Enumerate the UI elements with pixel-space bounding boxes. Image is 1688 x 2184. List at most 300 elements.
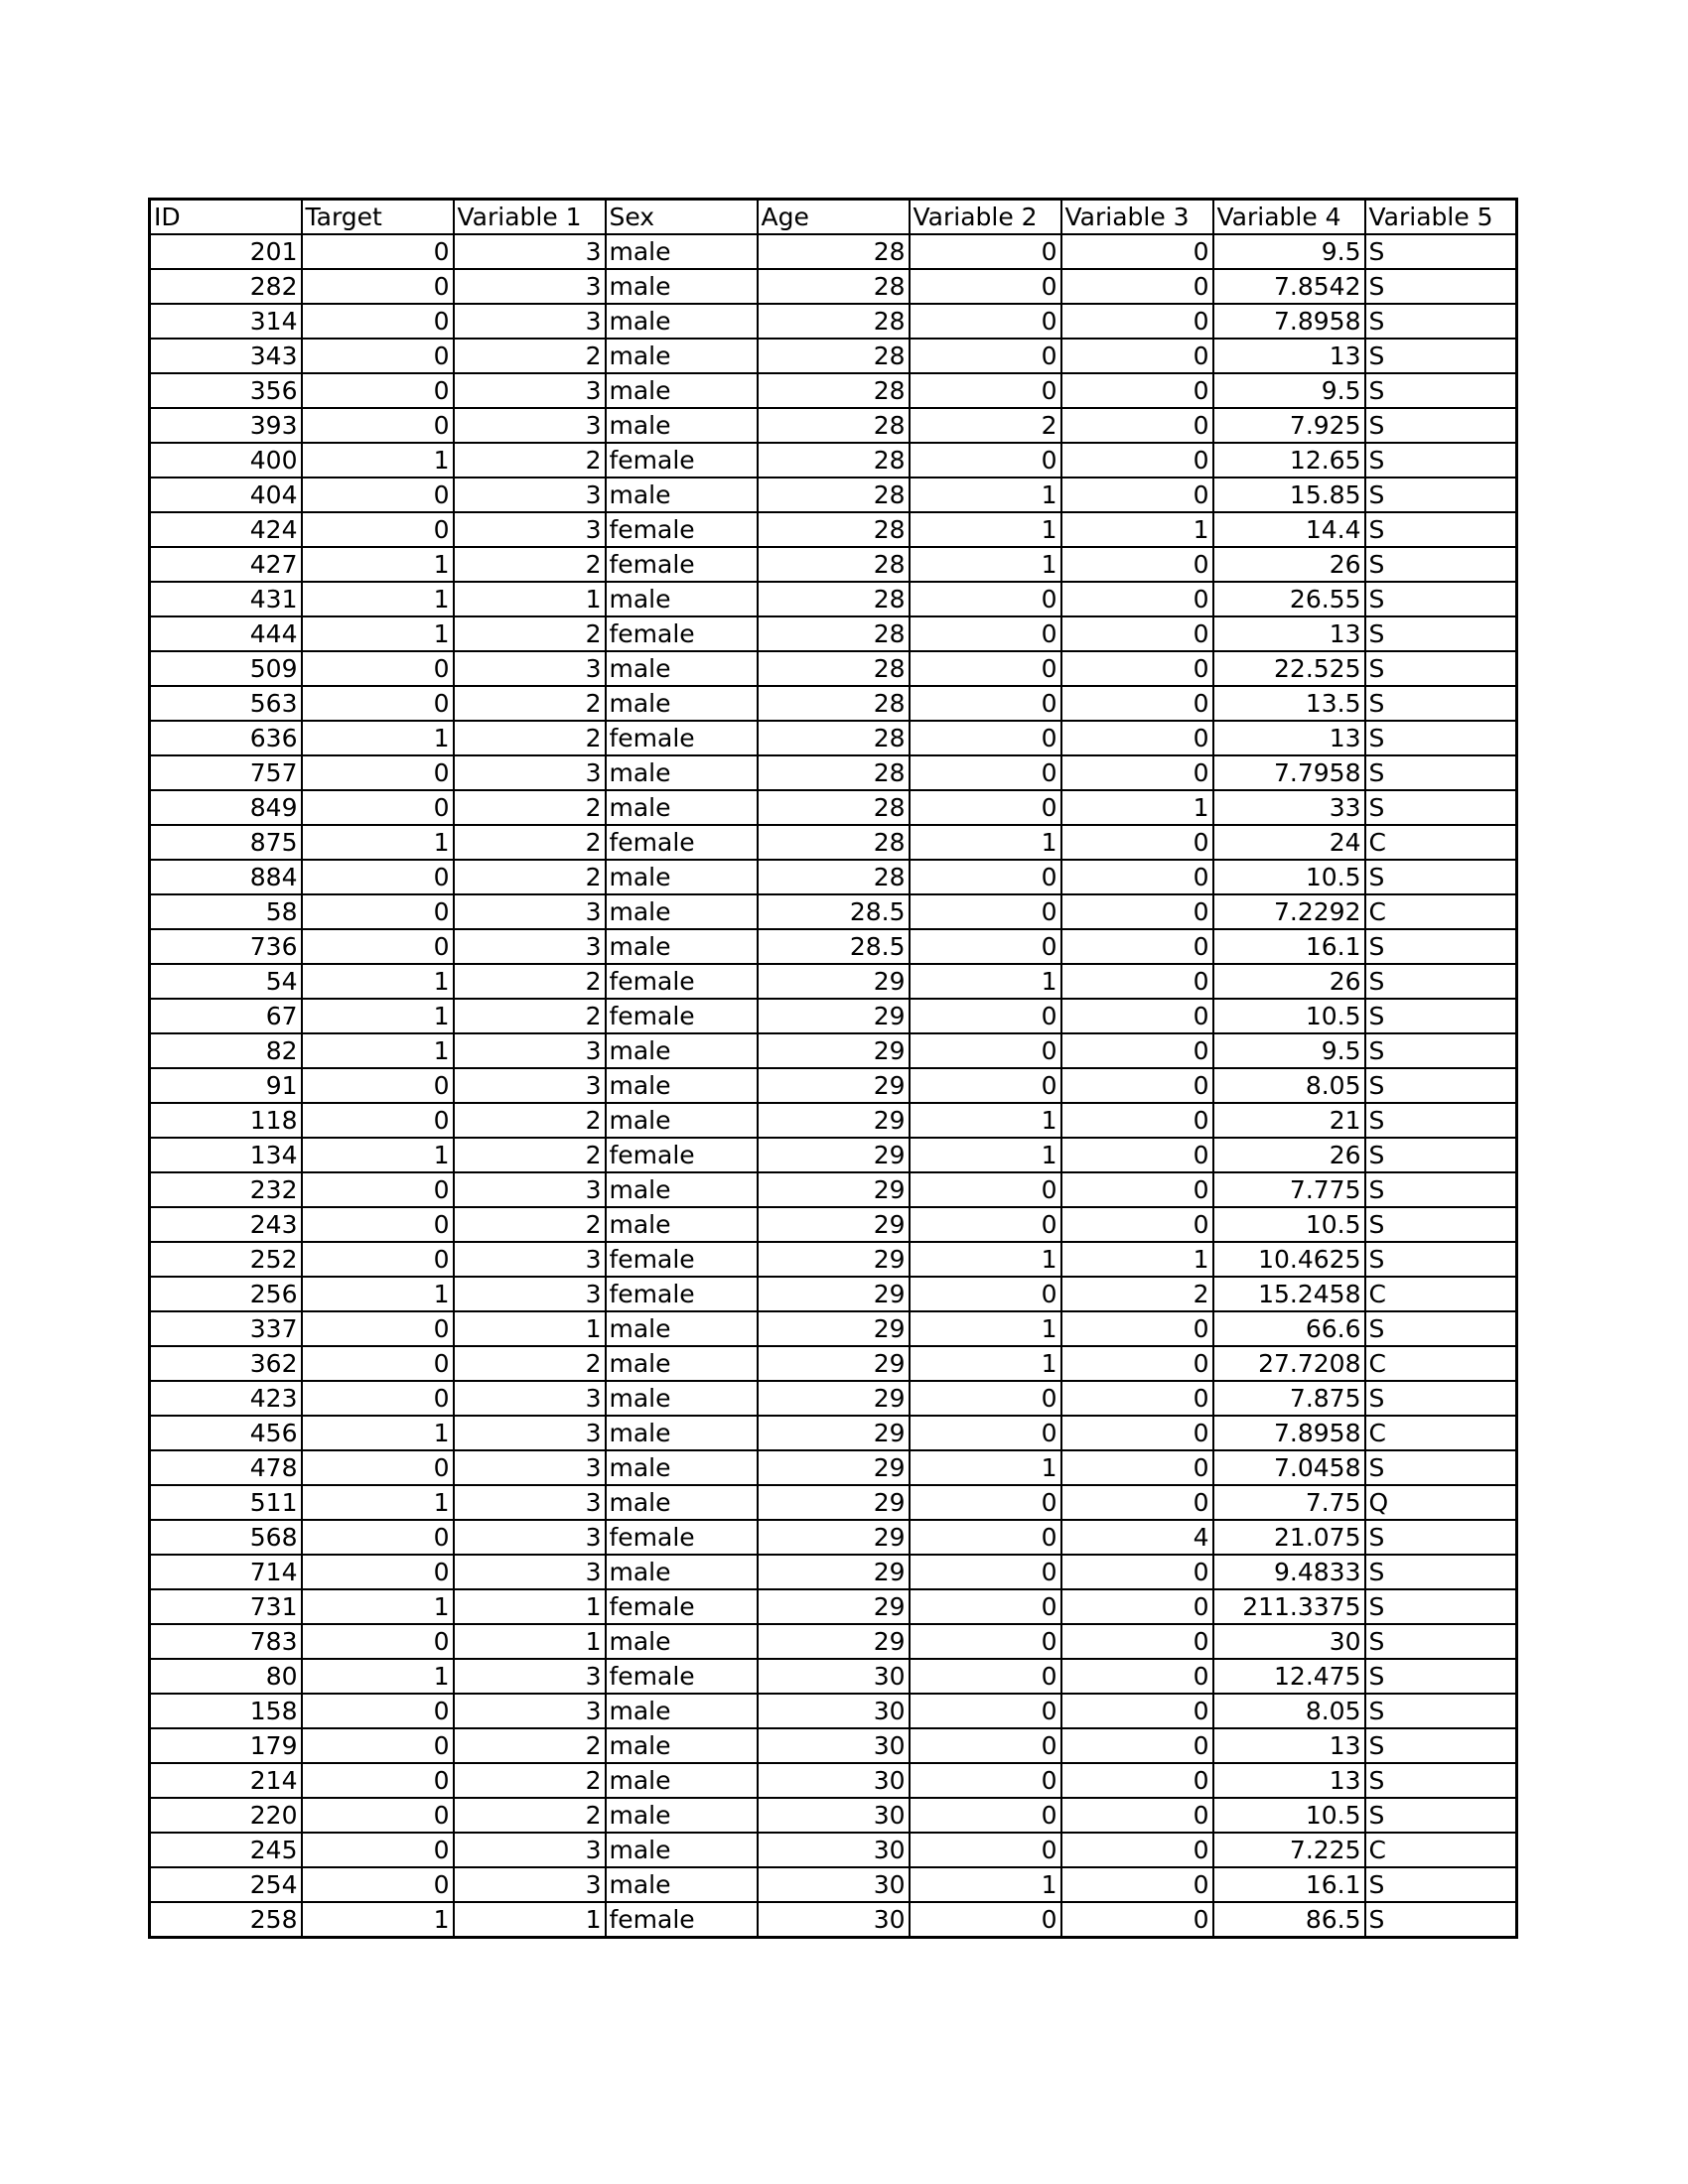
cell-age: 28	[758, 269, 910, 304]
cell-sex: male	[606, 478, 758, 512]
cell-variable-2: 0	[910, 1068, 1061, 1103]
table-row	[150, 1416, 1517, 1450]
cell-target: 0	[302, 234, 454, 269]
cell-age: 30	[758, 1659, 910, 1694]
cell-variable-4: 8.05	[1213, 1068, 1365, 1103]
cell-variable-2: 0	[910, 339, 1061, 373]
cell-variable-5: S	[1365, 860, 1517, 894]
cell-variable-5: S	[1365, 373, 1517, 408]
cell-variable-3: 0	[1061, 721, 1213, 755]
cell-target: 0	[302, 1242, 454, 1277]
cell-variable-3: 0	[1061, 825, 1213, 860]
cell-id: 849	[150, 790, 302, 825]
cell-id: 875	[150, 825, 302, 860]
cell-variable-4: 15.85	[1213, 478, 1365, 512]
cell-variable-3: 0	[1061, 1763, 1213, 1798]
cell-sex: male	[606, 1833, 758, 1867]
cell-target: 0	[302, 1172, 454, 1207]
cell-age: 29	[758, 1346, 910, 1381]
cell-variable-3: 0	[1061, 547, 1213, 582]
cell-id: 314	[150, 304, 302, 339]
cell-variable-2: 0	[910, 721, 1061, 755]
cell-variable-5: S	[1365, 1450, 1517, 1485]
cell-variable-4: 13.5	[1213, 686, 1365, 721]
cell-id: 134	[150, 1138, 302, 1172]
cell-age: 30	[758, 1694, 910, 1728]
cell-variable-3: 0	[1061, 1798, 1213, 1833]
cell-sex: male	[606, 582, 758, 616]
header-variable-5: Variable 5	[1365, 200, 1517, 235]
cell-variable-3: 0	[1061, 408, 1213, 443]
cell-variable-3: 0	[1061, 1728, 1213, 1763]
cell-sex: male	[606, 1172, 758, 1207]
cell-target: 0	[302, 1833, 454, 1867]
cell-sex: male	[606, 1867, 758, 1902]
cell-variable-5: S	[1365, 964, 1517, 999]
table-row	[150, 1033, 1517, 1068]
table-row	[150, 721, 1517, 755]
cell-target: 1	[302, 825, 454, 860]
cell-age: 29	[758, 1033, 910, 1068]
table-row	[150, 651, 1517, 686]
cell-age: 28	[758, 339, 910, 373]
cell-variable-3: 0	[1061, 1068, 1213, 1103]
table-row	[150, 408, 1517, 443]
table-row	[150, 1867, 1517, 1902]
cell-sex: male	[606, 408, 758, 443]
cell-variable-2: 0	[910, 860, 1061, 894]
cell-age: 29	[758, 1381, 910, 1416]
cell-sex: male	[606, 1555, 758, 1589]
cell-variable-4: 9.5	[1213, 1033, 1365, 1068]
cell-variable-1: 2	[454, 1138, 606, 1172]
cell-variable-5: S	[1365, 1763, 1517, 1798]
cell-sex: male	[606, 1798, 758, 1833]
cell-variable-1: 2	[454, 339, 606, 373]
cell-variable-5: S	[1365, 339, 1517, 373]
cell-variable-3: 0	[1061, 1172, 1213, 1207]
cell-variable-5: S	[1365, 999, 1517, 1033]
table-row	[150, 1450, 1517, 1485]
table-row	[150, 443, 1517, 478]
cell-variable-1: 3	[454, 651, 606, 686]
cell-variable-5: S	[1365, 443, 1517, 478]
cell-sex: female	[606, 1277, 758, 1311]
cell-variable-4: 13	[1213, 616, 1365, 651]
cell-target: 1	[302, 1033, 454, 1068]
cell-variable-2: 1	[910, 547, 1061, 582]
cell-variable-5: S	[1365, 1138, 1517, 1172]
cell-variable-4: 10.4625	[1213, 1242, 1365, 1277]
cell-age: 29	[758, 964, 910, 999]
cell-variable-3: 0	[1061, 1694, 1213, 1728]
cell-id: 232	[150, 1172, 302, 1207]
cell-variable-4: 66.6	[1213, 1311, 1365, 1346]
cell-age: 28.5	[758, 894, 910, 929]
cell-variable-5: S	[1365, 1520, 1517, 1555]
table-row	[150, 1833, 1517, 1867]
cell-variable-2: 1	[910, 1311, 1061, 1346]
table-row	[150, 1311, 1517, 1346]
cell-sex: male	[606, 234, 758, 269]
cell-variable-5: S	[1365, 1311, 1517, 1346]
cell-variable-3: 0	[1061, 1659, 1213, 1694]
cell-variable-2: 0	[910, 1798, 1061, 1833]
cell-id: 67	[150, 999, 302, 1033]
table-row	[150, 1798, 1517, 1833]
cell-variable-3: 0	[1061, 755, 1213, 790]
table-row	[150, 1902, 1517, 1938]
cell-age: 29	[758, 1103, 910, 1138]
cell-id: 179	[150, 1728, 302, 1763]
cell-variable-5: S	[1365, 1068, 1517, 1103]
cell-variable-4: 26	[1213, 1138, 1365, 1172]
cell-variable-3: 0	[1061, 1450, 1213, 1485]
header-row	[150, 200, 1517, 235]
cell-variable-1: 3	[454, 1068, 606, 1103]
cell-variable-1: 3	[454, 234, 606, 269]
cell-variable-4: 16.1	[1213, 929, 1365, 964]
cell-variable-2: 0	[910, 373, 1061, 408]
cell-variable-4: 33	[1213, 790, 1365, 825]
header-variable-4: Variable 4	[1213, 200, 1365, 235]
cell-variable-4: 10.5	[1213, 999, 1365, 1033]
cell-variable-5: S	[1365, 790, 1517, 825]
cell-target: 0	[302, 790, 454, 825]
cell-variable-5: S	[1365, 651, 1517, 686]
table-row	[150, 964, 1517, 999]
cell-variable-3: 0	[1061, 1381, 1213, 1416]
cell-sex: male	[606, 373, 758, 408]
cell-age: 29	[758, 1520, 910, 1555]
cell-variable-3: 0	[1061, 686, 1213, 721]
cell-sex: male	[606, 1068, 758, 1103]
cell-variable-5: S	[1365, 1242, 1517, 1277]
cell-id: 54	[150, 964, 302, 999]
cell-variable-5: S	[1365, 686, 1517, 721]
cell-variable-5: S	[1365, 721, 1517, 755]
cell-variable-3: 0	[1061, 1485, 1213, 1520]
cell-variable-1: 3	[454, 755, 606, 790]
cell-variable-5: C	[1365, 825, 1517, 860]
cell-target: 0	[302, 1798, 454, 1833]
cell-variable-3: 0	[1061, 443, 1213, 478]
cell-age: 28	[758, 721, 910, 755]
cell-sex: male	[606, 269, 758, 304]
cell-variable-5: Q	[1365, 1485, 1517, 1520]
cell-target: 0	[302, 1763, 454, 1798]
cell-id: 201	[150, 234, 302, 269]
cell-age: 28	[758, 304, 910, 339]
cell-id: 563	[150, 686, 302, 721]
cell-id: 254	[150, 1867, 302, 1902]
cell-age: 28	[758, 790, 910, 825]
cell-variable-1: 2	[454, 616, 606, 651]
cell-variable-1: 2	[454, 1763, 606, 1798]
cell-variable-5: C	[1365, 1346, 1517, 1381]
cell-id: 220	[150, 1798, 302, 1833]
table-row	[150, 1624, 1517, 1659]
cell-age: 28	[758, 478, 910, 512]
cell-variable-5: S	[1365, 478, 1517, 512]
cell-variable-2: 0	[910, 1728, 1061, 1763]
cell-age: 29	[758, 1138, 910, 1172]
table-row	[150, 755, 1517, 790]
cell-target: 0	[302, 478, 454, 512]
cell-age: 29	[758, 1589, 910, 1624]
cell-variable-3: 0	[1061, 269, 1213, 304]
cell-id: 256	[150, 1277, 302, 1311]
cell-age: 29	[758, 1277, 910, 1311]
cell-variable-4: 15.2458	[1213, 1277, 1365, 1311]
cell-target: 0	[302, 1694, 454, 1728]
table-row	[150, 547, 1517, 582]
cell-variable-3: 0	[1061, 373, 1213, 408]
cell-age: 30	[758, 1728, 910, 1763]
cell-id: 400	[150, 443, 302, 478]
cell-variable-4: 7.775	[1213, 1172, 1365, 1207]
cell-target: 0	[302, 1728, 454, 1763]
cell-variable-2: 0	[910, 1659, 1061, 1694]
cell-variable-3: 4	[1061, 1520, 1213, 1555]
cell-target: 1	[302, 1138, 454, 1172]
cell-age: 30	[758, 1798, 910, 1833]
cell-variable-3: 0	[1061, 894, 1213, 929]
cell-variable-4: 30	[1213, 1624, 1365, 1659]
cell-variable-2: 0	[910, 616, 1061, 651]
cell-variable-4: 26	[1213, 547, 1365, 582]
cell-id: 424	[150, 512, 302, 547]
cell-variable-5: S	[1365, 1381, 1517, 1416]
cell-sex: female	[606, 512, 758, 547]
cell-age: 28	[758, 443, 910, 478]
cell-target: 1	[302, 616, 454, 651]
cell-sex: male	[606, 1207, 758, 1242]
table-row	[150, 686, 1517, 721]
table-row	[150, 304, 1517, 339]
cell-target: 0	[302, 373, 454, 408]
cell-variable-3: 0	[1061, 860, 1213, 894]
cell-age: 28	[758, 686, 910, 721]
cell-variable-1: 1	[454, 1311, 606, 1346]
table-row	[150, 1138, 1517, 1172]
cell-variable-1: 3	[454, 1485, 606, 1520]
cell-variable-3: 0	[1061, 1416, 1213, 1450]
cell-variable-1: 3	[454, 1381, 606, 1416]
cell-target: 1	[302, 999, 454, 1033]
cell-target: 0	[302, 686, 454, 721]
cell-age: 29	[758, 1068, 910, 1103]
cell-variable-4: 7.0458	[1213, 1450, 1365, 1485]
cell-id: 456	[150, 1416, 302, 1450]
cell-variable-3: 0	[1061, 616, 1213, 651]
cell-age: 28	[758, 547, 910, 582]
cell-variable-2: 0	[910, 269, 1061, 304]
cell-variable-5: C	[1365, 894, 1517, 929]
cell-target: 0	[302, 651, 454, 686]
cell-variable-1: 2	[454, 825, 606, 860]
table-row	[150, 1485, 1517, 1520]
cell-variable-2: 0	[910, 651, 1061, 686]
cell-target: 0	[302, 1520, 454, 1555]
cell-variable-1: 3	[454, 373, 606, 408]
cell-target: 0	[302, 339, 454, 373]
cell-variable-1: 1	[454, 1589, 606, 1624]
table-row	[150, 582, 1517, 616]
cell-id: 427	[150, 547, 302, 582]
cell-variable-4: 26.55	[1213, 582, 1365, 616]
cell-variable-2: 0	[910, 1033, 1061, 1068]
cell-target: 0	[302, 304, 454, 339]
table-row	[150, 929, 1517, 964]
cell-variable-5: S	[1365, 1694, 1517, 1728]
header-sex: Sex	[606, 200, 758, 235]
cell-id: 511	[150, 1485, 302, 1520]
table-row	[150, 825, 1517, 860]
cell-variable-3: 1	[1061, 1242, 1213, 1277]
cell-variable-3: 0	[1061, 1624, 1213, 1659]
cell-variable-5: S	[1365, 1172, 1517, 1207]
cell-sex: male	[606, 1728, 758, 1763]
cell-variable-5: S	[1365, 269, 1517, 304]
table-row	[150, 999, 1517, 1033]
cell-variable-1: 2	[454, 964, 606, 999]
cell-target: 0	[302, 408, 454, 443]
cell-variable-2: 1	[910, 1138, 1061, 1172]
cell-variable-5: S	[1365, 304, 1517, 339]
header-id: ID	[150, 200, 302, 235]
cell-target: 0	[302, 755, 454, 790]
cell-variable-3: 0	[1061, 1207, 1213, 1242]
cell-target: 0	[302, 1068, 454, 1103]
cell-age: 28	[758, 651, 910, 686]
cell-variable-5: C	[1365, 1416, 1517, 1450]
table-row	[150, 894, 1517, 929]
cell-variable-4: 14.4	[1213, 512, 1365, 547]
cell-id: 423	[150, 1381, 302, 1416]
header-target: Target	[302, 200, 454, 235]
cell-variable-5: S	[1365, 1624, 1517, 1659]
data-table	[148, 198, 1518, 1939]
cell-variable-5: S	[1365, 1589, 1517, 1624]
cell-variable-3: 0	[1061, 964, 1213, 999]
cell-variable-4: 26	[1213, 964, 1365, 999]
cell-target: 0	[302, 1867, 454, 1902]
cell-sex: male	[606, 1624, 758, 1659]
cell-variable-3: 0	[1061, 999, 1213, 1033]
cell-age: 28	[758, 616, 910, 651]
cell-target: 1	[302, 964, 454, 999]
cell-age: 29	[758, 1311, 910, 1346]
cell-variable-2: 0	[910, 1555, 1061, 1589]
cell-target: 0	[302, 860, 454, 894]
cell-target: 0	[302, 269, 454, 304]
cell-age: 28	[758, 860, 910, 894]
cell-variable-1: 3	[454, 304, 606, 339]
cell-sex: male	[606, 1450, 758, 1485]
cell-target: 1	[302, 1659, 454, 1694]
cell-age: 30	[758, 1833, 910, 1867]
cell-variable-2: 1	[910, 825, 1061, 860]
cell-variable-1: 3	[454, 1416, 606, 1450]
table-row	[150, 1103, 1517, 1138]
cell-variable-3: 0	[1061, 1033, 1213, 1068]
cell-variable-2: 0	[910, 1624, 1061, 1659]
cell-id: 252	[150, 1242, 302, 1277]
cell-variable-1: 3	[454, 478, 606, 512]
cell-sex: female	[606, 964, 758, 999]
cell-target: 1	[302, 1589, 454, 1624]
cell-id: 393	[150, 408, 302, 443]
cell-variable-3: 0	[1061, 1138, 1213, 1172]
cell-variable-2: 0	[910, 929, 1061, 964]
cell-sex: male	[606, 790, 758, 825]
header-variable-3: Variable 3	[1061, 200, 1213, 235]
cell-variable-5: S	[1365, 616, 1517, 651]
cell-variable-2: 2	[910, 408, 1061, 443]
cell-sex: female	[606, 1589, 758, 1624]
cell-variable-4: 86.5	[1213, 1902, 1365, 1938]
cell-variable-5: S	[1365, 1555, 1517, 1589]
cell-id: 258	[150, 1902, 302, 1938]
cell-age: 28	[758, 408, 910, 443]
cell-variable-3: 0	[1061, 651, 1213, 686]
table-row	[150, 1172, 1517, 1207]
cell-age: 28	[758, 234, 910, 269]
cell-sex: female	[606, 1242, 758, 1277]
table-body	[150, 234, 1517, 1938]
cell-variable-2: 0	[910, 1172, 1061, 1207]
cell-sex: male	[606, 339, 758, 373]
cell-id: 478	[150, 1450, 302, 1485]
cell-variable-1: 2	[454, 1103, 606, 1138]
cell-variable-3: 0	[1061, 1103, 1213, 1138]
cell-age: 28	[758, 825, 910, 860]
cell-variable-2: 1	[910, 964, 1061, 999]
cell-variable-2: 0	[910, 1833, 1061, 1867]
cell-variable-1: 1	[454, 1624, 606, 1659]
cell-age: 30	[758, 1763, 910, 1798]
cell-variable-3: 0	[1061, 1311, 1213, 1346]
cell-variable-2: 0	[910, 234, 1061, 269]
table-row	[150, 1520, 1517, 1555]
cell-variable-5: S	[1365, 408, 1517, 443]
cell-variable-3: 0	[1061, 1867, 1213, 1902]
cell-sex: male	[606, 1033, 758, 1068]
cell-variable-5: C	[1365, 1277, 1517, 1311]
cell-variable-5: S	[1365, 234, 1517, 269]
cell-age: 29	[758, 1485, 910, 1520]
table-row	[150, 860, 1517, 894]
cell-age: 28	[758, 582, 910, 616]
cell-variable-2: 0	[910, 999, 1061, 1033]
cell-variable-2: 0	[910, 1694, 1061, 1728]
cell-variable-1: 3	[454, 1833, 606, 1867]
cell-variable-2: 1	[910, 1867, 1061, 1902]
table-row	[150, 1694, 1517, 1728]
table-row	[150, 234, 1517, 269]
cell-variable-3: 0	[1061, 478, 1213, 512]
cell-variable-1: 3	[454, 512, 606, 547]
cell-age: 29	[758, 1624, 910, 1659]
cell-target: 0	[302, 1346, 454, 1381]
table-row	[150, 1381, 1517, 1416]
cell-age: 30	[758, 1867, 910, 1902]
cell-age: 29	[758, 1172, 910, 1207]
cell-sex: male	[606, 1763, 758, 1798]
cell-variable-5: S	[1365, 1902, 1517, 1938]
cell-variable-1: 2	[454, 1346, 606, 1381]
